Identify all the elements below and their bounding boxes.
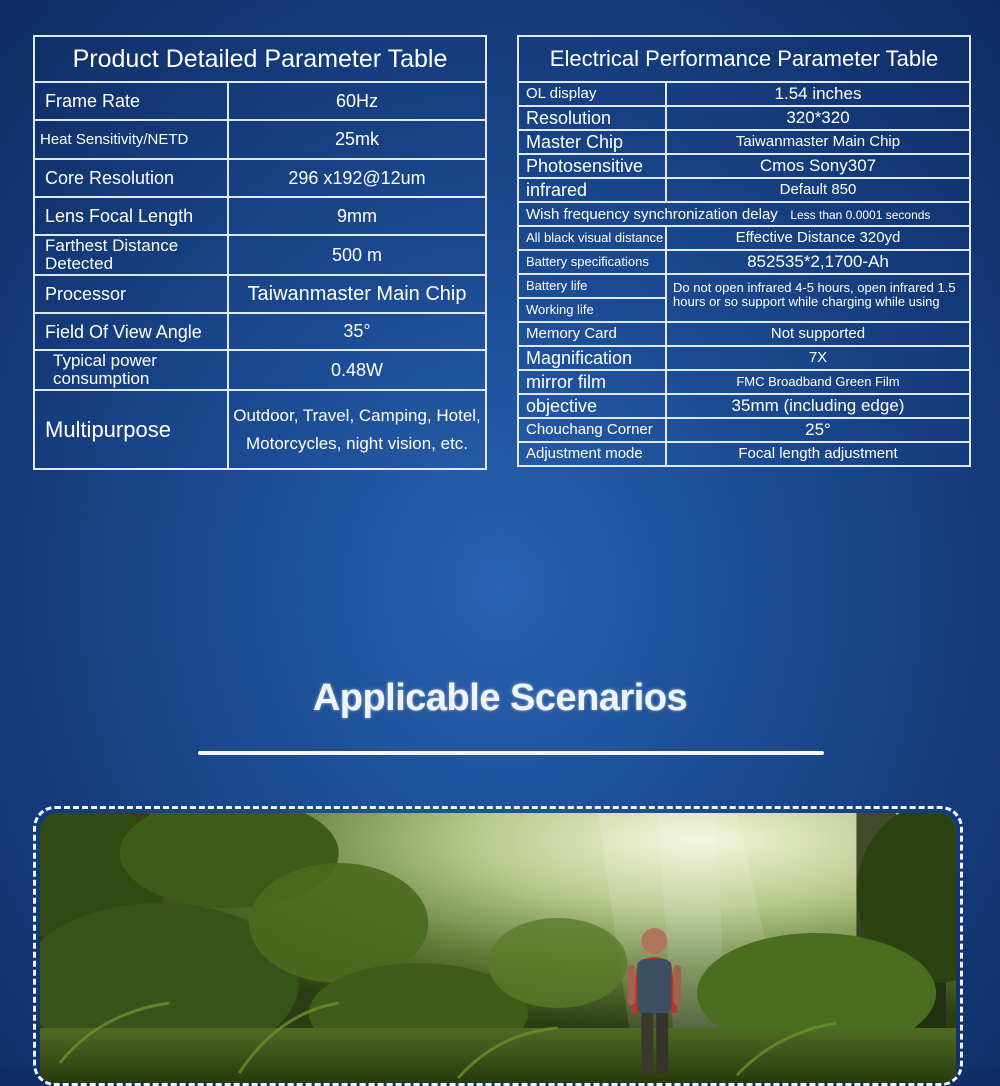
param-value: Outdoor, Travel, Camping, Hotel, Motorcycles, night vision, etc. (228, 390, 486, 469)
jungle-hiker-photo (40, 813, 956, 1083)
param-label: Lens Focal Length (34, 197, 228, 235)
param-value: 1.54 inches (666, 82, 970, 106)
param-label: Wish frequency synchronization delay (526, 205, 778, 223)
param-label: Multipurpose (34, 390, 228, 469)
param-value: 60Hz (228, 82, 486, 120)
param-label: objective (518, 394, 666, 418)
param-value: Default 850 (666, 178, 970, 202)
param-value: 0.48W (228, 350, 486, 390)
param-value: 35° (228, 313, 486, 350)
param-label: OL display (518, 82, 666, 106)
param-label: Frame Rate (34, 82, 228, 120)
param-value: 25° (666, 418, 970, 442)
scenario-photo-frame (33, 806, 963, 1086)
scenarios-heading: Applicable Scenarios (312, 677, 688, 719)
param-value: 296 x192@12um (228, 159, 486, 197)
param-value: Taiwanmaster Main Chip (666, 130, 970, 154)
param-value: Less than 0.0001 seconds (790, 207, 931, 222)
param-value: 7X (666, 346, 970, 370)
param-label: Battery specifications (518, 250, 666, 274)
param-value: 852535*2,1700-Ah (666, 250, 970, 274)
param-value: Not supported (666, 322, 970, 346)
param-label: Resolution (518, 106, 666, 130)
param-label: Typical power consumption (34, 350, 228, 390)
param-value: Taiwanmaster Main Chip (228, 275, 486, 313)
param-value: 9mm (228, 197, 486, 235)
param-label: Battery life (518, 274, 666, 298)
param-value: 500 m (228, 235, 486, 275)
param-value: 25mk (228, 120, 486, 159)
param-value: 320*320 (666, 106, 970, 130)
product-table-title: Product Detailed Parameter Table (34, 36, 486, 82)
param-label: Adjustment mode (518, 442, 666, 466)
param-value: FMC Broadband Green Film (666, 370, 970, 394)
param-label: Processor (34, 275, 228, 313)
param-label: Working life (518, 298, 666, 322)
param-label: All black visual distance (518, 226, 666, 250)
param-label: Heat Sensitivity/NETD (34, 120, 228, 159)
param-label: Memory Card (518, 322, 666, 346)
electrical-parameter-table (517, 35, 971, 467)
param-value: 35mm (including edge) (666, 394, 970, 418)
wish-frequency-row (518, 202, 970, 226)
param-label: Photosensitive (518, 154, 666, 178)
product-parameter-table (33, 35, 487, 470)
param-label: mirror film (518, 370, 666, 394)
param-label: infrared (518, 178, 666, 202)
param-label: Core Resolution (34, 159, 228, 197)
param-label: Magnification (518, 346, 666, 370)
param-value: Cmos Sony307 (666, 154, 970, 178)
electrical-table-title: Electrical Performance Parameter Table (518, 36, 970, 82)
param-value: Do not open infrared 4-5 hours, open infrared 1.5 hours or so support while charging while using (666, 274, 970, 322)
param-label: Chouchang Corner (518, 418, 666, 442)
param-label: Farthest Distance Detected (34, 235, 228, 275)
param-value: Effective Distance 320yd (666, 226, 970, 250)
param-label: Field Of View Angle (34, 313, 228, 350)
param-label: Master Chip (518, 130, 666, 154)
heading-underline (198, 751, 824, 755)
param-value: Focal length adjustment (666, 442, 970, 466)
jungle-hiker-illustration (40, 813, 956, 1083)
